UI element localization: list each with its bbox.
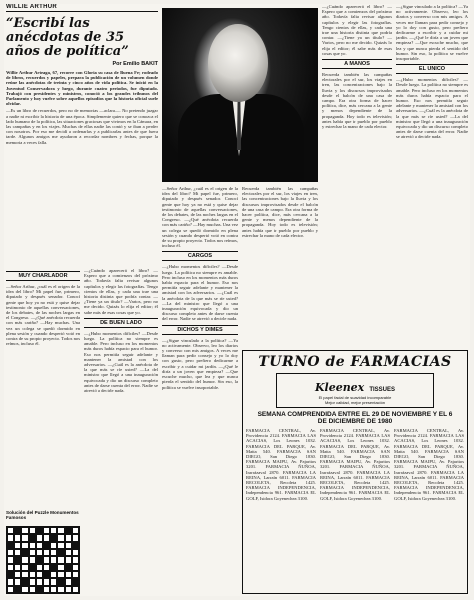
column-c3-text-mid: —¿Sigue vinculado a la política? —Ya no activamente. Observo, leo los diarios y converso con mis amigos. A veces me llaman para pedir consejo y yo lo doy con gusto, pero prefiero dedicarme a escribir y a cuidar mi jardín. —¿Qué le diría a un joven que empieza? —Que escuche mucho, que lea y que nunca pierda el sentido del humor. Sin eso, la política se vuelve insoportable. bbox=[162, 337, 238, 390]
section-unico: EL UNICO bbox=[396, 64, 468, 74]
ad-line-1: El papel facial de suavidad incomparable bbox=[318, 395, 392, 400]
article-body: —Es un libro de recuerdos, pero no de memorias —aclara—. No pretendo juzgar a nadie ni escribir la historia de una época. Simplemente quiero que se conozca el lado humano de la política, las situaciones graciosas que vivimos en la Cámara, en las campañas y en los viajes. Muchas de ellas nadie las contó y se iban a perder con nosotros. Por eso me decidí a ordenarlas y a publicarlas antes de que fuera tarde. Algunos amigos me ayudaron a recordar nombres y fechas, porque la memoria a veces falla. bbox=[6, 108, 158, 145]
right-column-b bbox=[396, 4, 468, 354]
section-charlador: MUY CHARLADOR bbox=[6, 271, 80, 281]
column-c2-text: —¿Hubo momentos difíciles? —Desde luego. La política no siempre es amable. Pero incluso en los momentos más duros había espacio para el humor. Eso nos permitía seguir adelante y mantener la amistad con los adversarios. —¿Cuál es la anécdota de la que más se ríe usted? —La del ministro que llegó a una inauguración equivocada y dio un discurso completo antes de darse cuenta del error. Nadie se atrevió a decirle nada. bbox=[396, 77, 468, 140]
puzzle-caption: Solución del Puzzle Monumentos Famosos bbox=[6, 510, 79, 520]
pharmacy-week: SEMANA COMPRENDIDA ENTRE EL 29 DE NOVIEMBRE Y EL 6 DE DICIEMBRE DE 1980 bbox=[257, 411, 453, 425]
middle-column-a bbox=[162, 186, 238, 596]
left-column-b bbox=[84, 268, 158, 598]
article-lead: Willie Arthur Arteaga, 67, recorre con Gloria su casa de Buena Fe; rodeado de libros, recuerdos y papeles, prepara la publicación de un volumen donde reúne las anécdotas de treinta y cinco años de vida política. Se inició en la Juventud Conservadora y luego, durante cuatro períodos, fue diputado. Trabajó con presidentes y ministros, conoció a los grandes tribunos del Parlamento y hoy vuelve sobre aquellos episodios que la historia oficial suele olvidar. bbox=[6, 70, 158, 107]
section-dichos: DICHOS Y DIMES bbox=[162, 325, 238, 335]
article-byline: Por Emilio BAKIT bbox=[112, 61, 158, 67]
section-lado: DE BUEN LADO bbox=[84, 318, 158, 328]
column-c4-text-left: —¿Cuándo aparecerá el libro? —Espero que a comienzos del próximo año. Todavía falta revisar algunos capítulos y elegir las fotografías. Tengo cientos de ellas, y cada una trae una historia distinta que podría contar. —¿Tiene ya un título? —Varios, pero no me decido. Quizás lo elija el editor; él sabe más de esas cosas que yo. bbox=[84, 268, 158, 315]
pharmacy-title: TURNO de FARMACIAS bbox=[258, 354, 452, 370]
section-anexos: A MANOS bbox=[322, 59, 392, 69]
ad-line-2: Mejor calidad, mejor presentación bbox=[324, 400, 386, 405]
column-c1-text-left: —Señor Arthur, ¿cuál es el origen de la idea del libro? Mi papel fue, primero, diputado y después senador. Conocí gente que hoy ya no está y quise dejar testimonio de aquellas conversaciones, de los debates, de las noches largas en el Congreso. —¿Qué anécdota recuerda con más cariño? —Hay muchas. Una vez un colega se quedó dormido en plena sesión y cuando despertó votó en contra de su propio proyecto. Todos nos reímos, incluso él. bbox=[6, 284, 80, 347]
article-kicker: WILLIE ARTHUR bbox=[6, 4, 158, 12]
puzzle-grid bbox=[6, 526, 80, 594]
column-c5-text-mid: Recuerda también las campañas electorales por el sur, los viajes en tren, las concentraciones bajo la lluvia y los discursos improvisados desde el balcón de una casa de campo. Era otra forma de hacer política, dice, más cercana a la gente y menos dependiente de la propaganda. Hoy todo es televisión; antes había que ir pueblo por pueblo y estrechar la mano de cada elector. bbox=[242, 186, 318, 238]
section-cargos: CARGOS bbox=[162, 251, 238, 261]
article-headline: “Escribí las anécdotas de 35 años de política” bbox=[6, 16, 129, 59]
portrait-photo bbox=[162, 8, 318, 182]
column-c4-text: —¿Cuándo aparecerá el libro? —Espero que a comienzos del próximo año. Todavía falta revisar algunos capítulos y elegir las fotografías. Tengo cientos de ellas, y cada una trae una historia distinta que podría contar. —¿Tiene ya un título? —Varios, pero no me decido. Quizás lo elija el editor; él sabe más de esas cosas que yo. bbox=[322, 4, 392, 56]
column-c3-text: —¿Sigue vinculado a la política? —Ya no activamente. Observo, leo los diarios y converso con mis amigos. A veces me llaman para pedir consejo y yo lo doy con gusto, pero prefiero dedicarme a escribir y a cuidar mi jardín. —¿Qué le diría a un joven que empieza? —Que escuche mucho, que lea y que nunca pierda el sentido del humor. Sin eso, la política se vuelve insoportable. bbox=[396, 4, 468, 62]
pharmacy-list-b: FARMACIA CENTRAL, Av. Providencia 2124. FARMACIA LAS ACACIAS, Los Leones 1032. FARMACIA DEL PARQUE, Av. Matta 540. FARMACIA SAN DIEGO, San Diego 1830. FARMACIA MAIPU, Av. Pajaritos 3201. FARMACIA ÑUÑOA, Irarrázaval 2870. FARMACIA LA REINA, Larraín 6011. FARMACIA RECOLETA, Recoleta 1425. FARMACIA INDEPENDENCIA, Independencia 961. FARMACIA EL GOLF, Isidora Goyenechea 3100. bbox=[320, 428, 390, 501]
pharmacy-box bbox=[242, 350, 468, 594]
ad-brand: Kleenex bbox=[314, 381, 365, 394]
middle-column-b bbox=[242, 186, 318, 346]
ad-tag: TISSUES bbox=[369, 387, 396, 393]
column-c5-text: Recuerda también las campañas electorales por el sur, los viajes en tren, las concentraciones bajo la lluvia y los discursos improvisados desde el balcón de una casa de campo. Era otra forma de hacer política, dice, más cercana a la gente y menos dependiente de la propaganda. Hoy todo es televisión; antes había que ir pueblo por pueblo y estrechar la mano de cada elector. bbox=[322, 72, 392, 130]
left-column-a bbox=[6, 268, 80, 508]
pharmacy-list-a: FARMACIA CENTRAL, Av. Providencia 2124. FARMACIA LAS ACACIAS, Los Leones 1032. FARMACIA DEL PARQUE, Av. Matta 540. FARMACIA SAN DIEGO, San Diego 1830. FARMACIA MAIPU, Av. Pajaritos 3201. FARMACIA ÑUÑOA, Irarrázaval 2870. FARMACIA LA REINA, Larraín 6011. FARMACIA RECOLETA, Recoleta 1425. FARMACIA INDEPENDENCIA, Independencia 961. FARMACIA EL GOLF, Isidora Goyenechea 3100. bbox=[246, 428, 316, 501]
article-column bbox=[6, 4, 158, 264]
right-column-a bbox=[322, 4, 392, 354]
column-c2-text-mid: —¿Hubo momentos difíciles? —Desde luego. La política no siempre es amable. Pero incluso en los momentos más duros había espacio para el humor. Eso nos permitía seguir adelante y mantener la amistad con los adversarios. —¿Cuál es la anécdota de la que más se ríe usted? —La del ministro que llegó a una inauguración equivocada y dio un discurso completo antes de darse cuenta del error. Nadie se atrevió a decirle nada. bbox=[162, 264, 238, 322]
pharmacy-list-c: FARMACIA CENTRAL, Av. Providencia 2124. FARMACIA LAS ACACIAS, Los Leones 1032. FARMACIA DEL PARQUE, Av. Matta 540. FARMACIA SAN DIEGO, San Diego 1830. FARMACIA MAIPU, Av. Pajaritos 3201. FARMACIA ÑUÑOA, Irarrázaval 2870. FARMACIA LA REINA, Larraín 6011. FARMACIA RECOLETA, Recoleta 1425. FARMACIA INDEPENDENCIA, Independencia 961. FARMACIA EL GOLF, Isidora Goyenechea 3100. bbox=[394, 428, 464, 501]
kleenex-ad bbox=[276, 373, 434, 408]
pharmacy-list-columns bbox=[246, 428, 464, 578]
column-c2-text-left: —¿Hubo momentos difíciles? —Desde luego. La política no siempre es amable. Pero incluso en los momentos más duros había espacio para el humor. Eso nos permitía seguir adelante y mantener la amistad con los adversarios. —¿Cuál es la anécdota de la que más se ríe usted? —La del ministro que llegó a una inauguración equivocada y dio un discurso completo antes de darse cuenta del error. Nadie se atrevió a decirle nada. bbox=[84, 330, 158, 394]
face-shape bbox=[208, 24, 268, 102]
newspaper-page bbox=[4, 4, 470, 596]
column-c1-text: —Señor Arthur, ¿cuál es el origen de la idea del libro? Mi papel fue, primero, diputado y después senador. Conocí gente que hoy ya no está y quise dejar testimonio de aquellas conversaciones, de los debates, de las noches largas en el Congreso. —¿Qué anécdota recuerda con más cariño? —Hay muchas. Una vez un colega se quedó dormido en plena sesión y cuando despertó votó en contra de su propio proyecto. Todos nos reímos, incluso él. bbox=[162, 186, 238, 249]
